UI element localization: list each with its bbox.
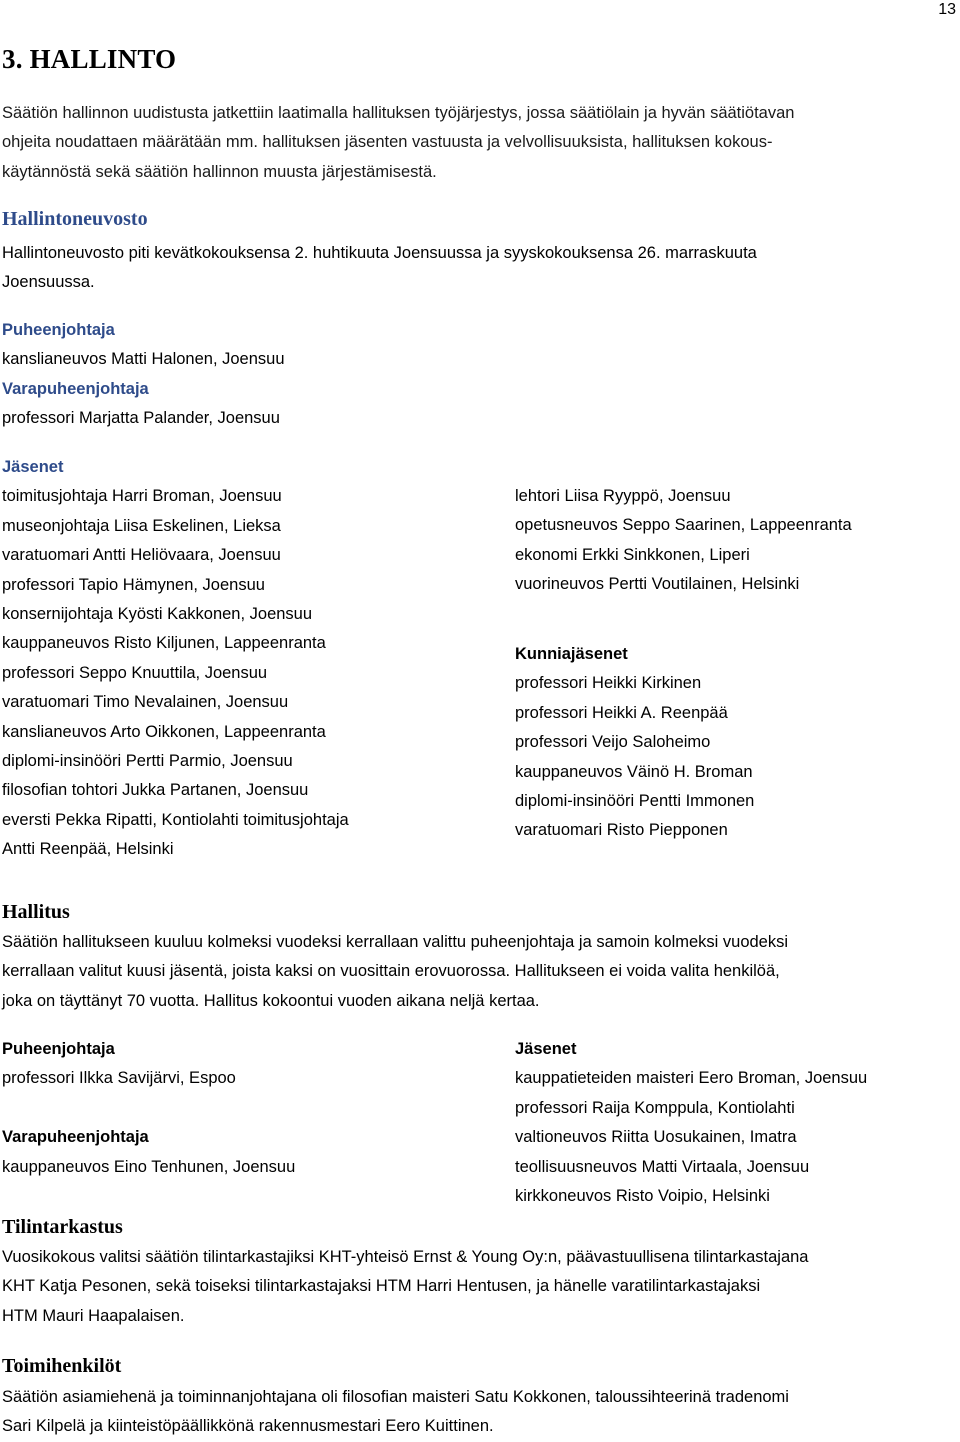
intro-line: käytännöstä sekä säätiön hallinnon muusta järjestämisestä. <box>2 162 437 181</box>
toimihenkilot-text-line: Sari Kilpelä ja kiinteistöpäällikkönä rakennusmestari Eero Kuittinen. <box>2 1417 494 1436</box>
hallitus-officers <box>2 1035 295 1182</box>
intro-line: Säätiön hallinnon uudistusta jatkettiin laatimalla hallituksen työjärjestys, jossa säätiölain ja hyvän säätiötavan <box>2 104 795 122</box>
vice-chair-label: Varapuheenjohtaja <box>2 379 149 398</box>
tilintarkastus-heading: Tilintarkastus <box>2 1216 123 1238</box>
member-item: varatuomari Antti Heliövaara, Joensuu <box>2 546 281 565</box>
member-item: lehtori Liisa Ryyppö, Joensuu <box>515 487 731 505</box>
member-item: kauppatieteiden maisteri Eero Broman, Joensuu <box>515 1069 868 1088</box>
members-label: Jäsenet <box>2 458 64 476</box>
member-item: Antti Reenpää, Helsinki <box>2 840 174 859</box>
member-item: filosofian tohtori Jukka Partanen, Joensuu <box>2 781 309 800</box>
hallintoneuvosto-text-line: Hallintoneuvosto piti kevätkokouksensa 2. huhtikuuta Joensuussa ja syyskokouksensa 26. marraskuuta <box>2 244 757 262</box>
member-item: varatuomari Timo Nevalainen, Joensuu <box>2 693 289 712</box>
member-item: konsernijohtaja Kyösti Kakkonen, Joensuu <box>2 605 313 624</box>
member-item: professori Seppo Knuuttila, Joensuu <box>2 663 268 682</box>
hallitus-members <box>515 1035 867 1211</box>
page-number: 13 <box>938 1 956 18</box>
chair-name: professori Ilkka Savijärvi, Espoo <box>2 1069 236 1088</box>
hallintoneuvosto-members-right <box>515 482 852 600</box>
toimihenkilot-text-line: Säätiön asiamiehenä ja toiminnanjohtajana oli filosofian maisteri Satu Kokkonen, taloussihteerinä tradenomi <box>2 1388 789 1406</box>
member-item: vuorineuvos Pertti Voutilainen, Helsinki <box>515 575 800 594</box>
member-item: museonjohtaja Liisa Eskelinen, Lieksa <box>2 516 281 535</box>
member-item: kanslianeuvos Arto Oikkonen, Lappeenranta <box>2 722 326 741</box>
hallitus-text-line: kerrallaan valitut kuusi jäsentä, joista kaksi on vuosittain erovuorossa. Hallitukseen ei voida valita henkilöä, <box>2 962 780 981</box>
honorary-item: varatuomari Risto Piepponen <box>515 821 728 840</box>
intro-line: ohjeita noudattaen määrätään mm. hallituksen jäsenten vastuusta ja velvollisuuksista, hallituksen kokous- <box>2 133 773 152</box>
honorary-members <box>515 640 754 846</box>
tilintarkastus-text-line: Vuosikokous valitsi säätiön tilintarkastajiksi KHT-yhteisö Ernst & Young Oy:n, päävastuullisena tilintarkastajana <box>2 1248 809 1266</box>
tilintarkastus-text-line: HTM Mauri Haapalaisen. <box>2 1306 185 1325</box>
hallitus-heading: Hallitus <box>2 901 70 923</box>
hallitus-paragraph <box>2 928 942 1016</box>
member-item: toimitusjohtaja Harri Broman, Joensuu <box>2 487 282 506</box>
honorary-label: Kunniajäsenet <box>515 645 628 663</box>
toimihenkilot-heading: Toimihenkilöt <box>2 1355 122 1377</box>
members-label: Jäsenet <box>515 1040 577 1058</box>
member-item: diplomi-insinööri Pertti Parmio, Joensuu <box>2 752 293 771</box>
member-item: valtioneuvos Riitta Uosukainen, Imatra <box>515 1128 797 1147</box>
honorary-item: professori Heikki A. Reenpää <box>515 703 728 722</box>
honorary-item: diplomi-insinööri Pentti Immonen <box>515 792 755 811</box>
toimihenkilot-paragraph <box>2 1383 942 1442</box>
vice-chair-label: Varapuheenjohtaja <box>2 1128 149 1147</box>
chair-label: Puheenjohtaja <box>2 321 115 339</box>
vice-chair-name: professori Marjatta Palander, Joensuu <box>2 409 280 428</box>
honorary-item: professori Veijo Saloheimo <box>515 733 711 752</box>
hallitus-text-line: joka on täyttänyt 70 vuotta. Hallitus kokoontui vuoden aikana neljä kertaa. <box>2 991 540 1010</box>
member-item: kirkkoneuvos Risto Voipio, Helsinki <box>515 1187 770 1206</box>
member-item: opetusneuvos Seppo Saarinen, Lappeenranta <box>515 516 852 535</box>
hallintoneuvosto-heading: Hallintoneuvosto <box>2 208 148 230</box>
hallintoneuvosto-members-left <box>2 453 349 865</box>
member-item: ekonomi Erkki Sinkkonen, Liperi <box>515 545 750 564</box>
intro-paragraph <box>2 99 942 187</box>
chair-name: kanslianeuvos Matti Halonen, Joensuu <box>2 350 285 369</box>
member-item: kauppaneuvos Risto Kiljunen, Lappeenranta <box>2 634 326 653</box>
hallintoneuvosto-text-line: Joensuussa. <box>2 273 95 292</box>
honorary-item: kauppaneuvos Väinö H. Broman <box>515 762 753 781</box>
member-item: professori Raija Komppula, Kontiolahti <box>515 1098 795 1117</box>
member-item: professori Tapio Hämynen, Joensuu <box>2 575 265 594</box>
vice-chair-name: kauppaneuvos Eino Tenhunen, Joensuu <box>2 1157 296 1176</box>
tilintarkastus-text-line: KHT Katja Pesonen, sekä toiseksi tilintarkastajaksi HTM Harri Hentusen, ja hänelle varatilintarkastajaksi <box>2 1277 761 1296</box>
page-title: 3. HALLINTO <box>2 44 177 74</box>
member-item: eversti Pekka Ripatti, Kontiolahti toimitusjohtaja <box>2 810 349 829</box>
chair-label: Puheenjohtaja <box>2 1040 115 1058</box>
honorary-item: professori Heikki Kirkinen <box>515 674 702 693</box>
hallitus-text-line: Säätiön hallitukseen kuuluu kolmeksi vuodeksi kerrallaan valittu puheenjohtaja ja samoin kolmeksi vuodeksi <box>2 933 789 951</box>
hallintoneuvosto-paragraph <box>2 239 942 298</box>
tilintarkastus-paragraph <box>2 1243 942 1331</box>
member-item: teollisuusneuvos Matti Virtaala, Joensuu <box>515 1157 810 1176</box>
hallintoneuvosto-officers <box>2 316 285 434</box>
